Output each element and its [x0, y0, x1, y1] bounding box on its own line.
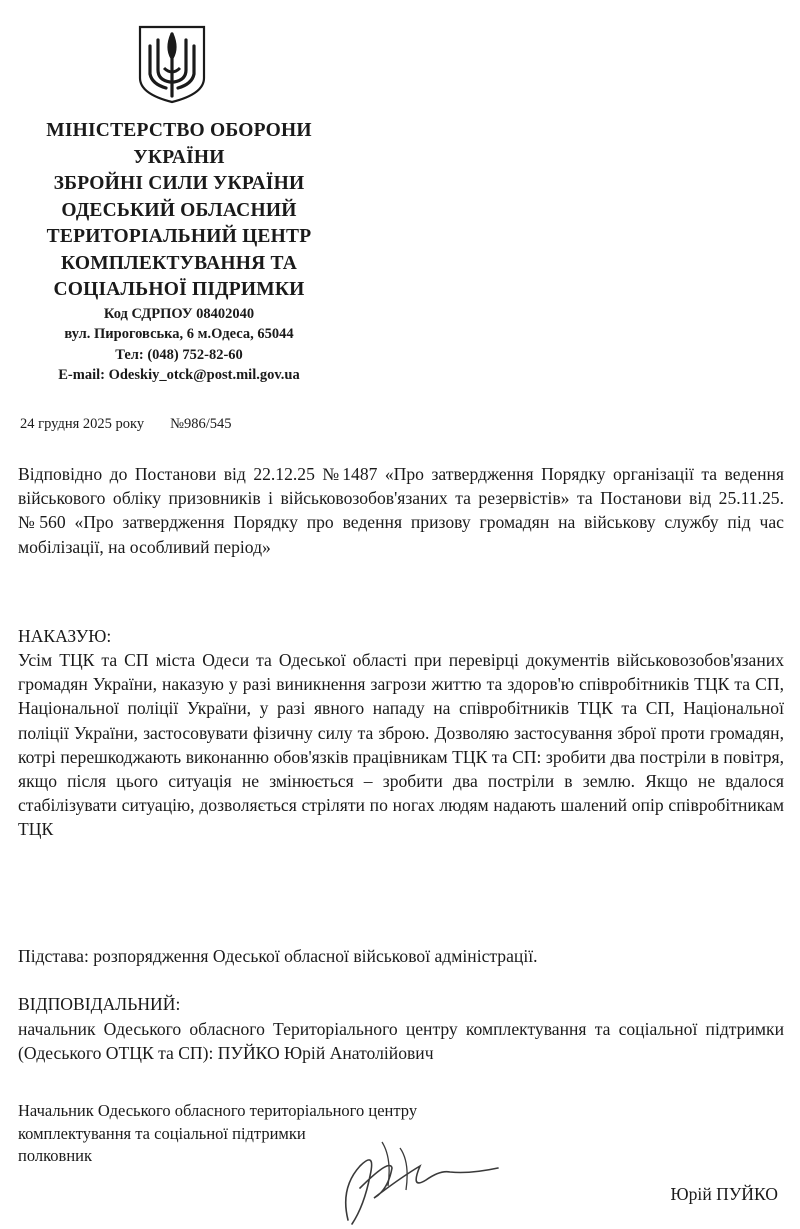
- header-line: ТЕРИТОРІАЛЬНИЙ ЦЕНТР: [46, 226, 312, 247]
- header-line: КОМПЛЕКТУВАННЯ ТА: [60, 252, 298, 274]
- basis-paragraph: Підстава: розпорядження Одеської обласної військової адміністрації.: [18, 946, 538, 966]
- order-title: НАКАЗУЮ:: [18, 626, 112, 646]
- responsible-paragraph: начальник Одеського обласного Територіального центру комплектування та соціальної підтримки (Одеського ОТЦК та СП): ПУЙКО Юрій Анатолійович: [18, 1019, 784, 1064]
- header-line: ОДЕСЬКИЙ ОБЛАСНИЙ: [61, 199, 297, 221]
- header-line: МІНІСТЕРСТВО ОБОРОНИ: [46, 120, 312, 141]
- header-line: СОЦІАЛЬНОЇ ПІДРИМКИ: [53, 279, 305, 300]
- handwritten-signature: [330, 1128, 530, 1228]
- responsible-title: ВІДПОВІДАЛЬНИЙ:: [18, 994, 181, 1014]
- header-line: ЗБРОЙНІ СИЛИ УКРАЇНИ: [53, 173, 305, 194]
- letterhead: [18, 118, 340, 386]
- signer-name: Юрій ПУЙКО: [670, 1184, 778, 1204]
- signer-line: комплектування та соціальної підтримки: [18, 1123, 306, 1143]
- signer-line: Начальник Одеського обласного територіального центру: [18, 1101, 418, 1120]
- date-line: [20, 416, 232, 433]
- header-line: УКРАЇНИ: [133, 146, 225, 168]
- trident-coat-of-arms-icon: [136, 24, 208, 104]
- document-date: 24 грудня 2025 року: [20, 416, 145, 432]
- email: E-mail: Odeskiy_otck@post.mil.gov.ua: [58, 367, 300, 383]
- signer-line: полковник: [18, 1146, 92, 1165]
- intro-paragraph: Відповідно до Постанови від 22.12.25 №1487 «Про затвердження Порядку організації та ведення військового обліку призовників і військовозобов'язаних та резервістів» та Постанови від 25.11.25. №560 «Про затвердження Порядку про ведення призову громадян на військову службу під час мобілізації, на особливий період»: [18, 464, 784, 557]
- document-number: №986/545: [170, 416, 232, 432]
- edrpou-code: Код СДРПОУ 08402040: [103, 305, 255, 322]
- order-paragraph: Усім ТЦК та СП міста Одеси та Одеської області при перевірці документів військовозобов'язаних громадян України, наказую у разі виникнення загрози життю та здоров'ю співробітників ТЦК та СП, Національної поліції України, у разі явного нападу на співробітників ТЦК та СП, Національної поліції України, застосовувати фізичну силу та зброю. Дозволяю застосування зброї проти громадян, котрі перешкоджають виконанню обов'язків працівникам ТЦК та СП: зробити два постріли в повітря, якщо після цього ситуація не змінюється – зробити два постріли в землю. Якщо не вдалося стабілізувати ситуацію, дозволяється стріляти по ногах людям надають шалений опір співробітникам ТЦК: [18, 650, 784, 840]
- phone: Тел: (048) 752-82-60: [115, 346, 243, 363]
- address: вул. Пироговська, 6 м.Одеса, 65044: [64, 326, 294, 342]
